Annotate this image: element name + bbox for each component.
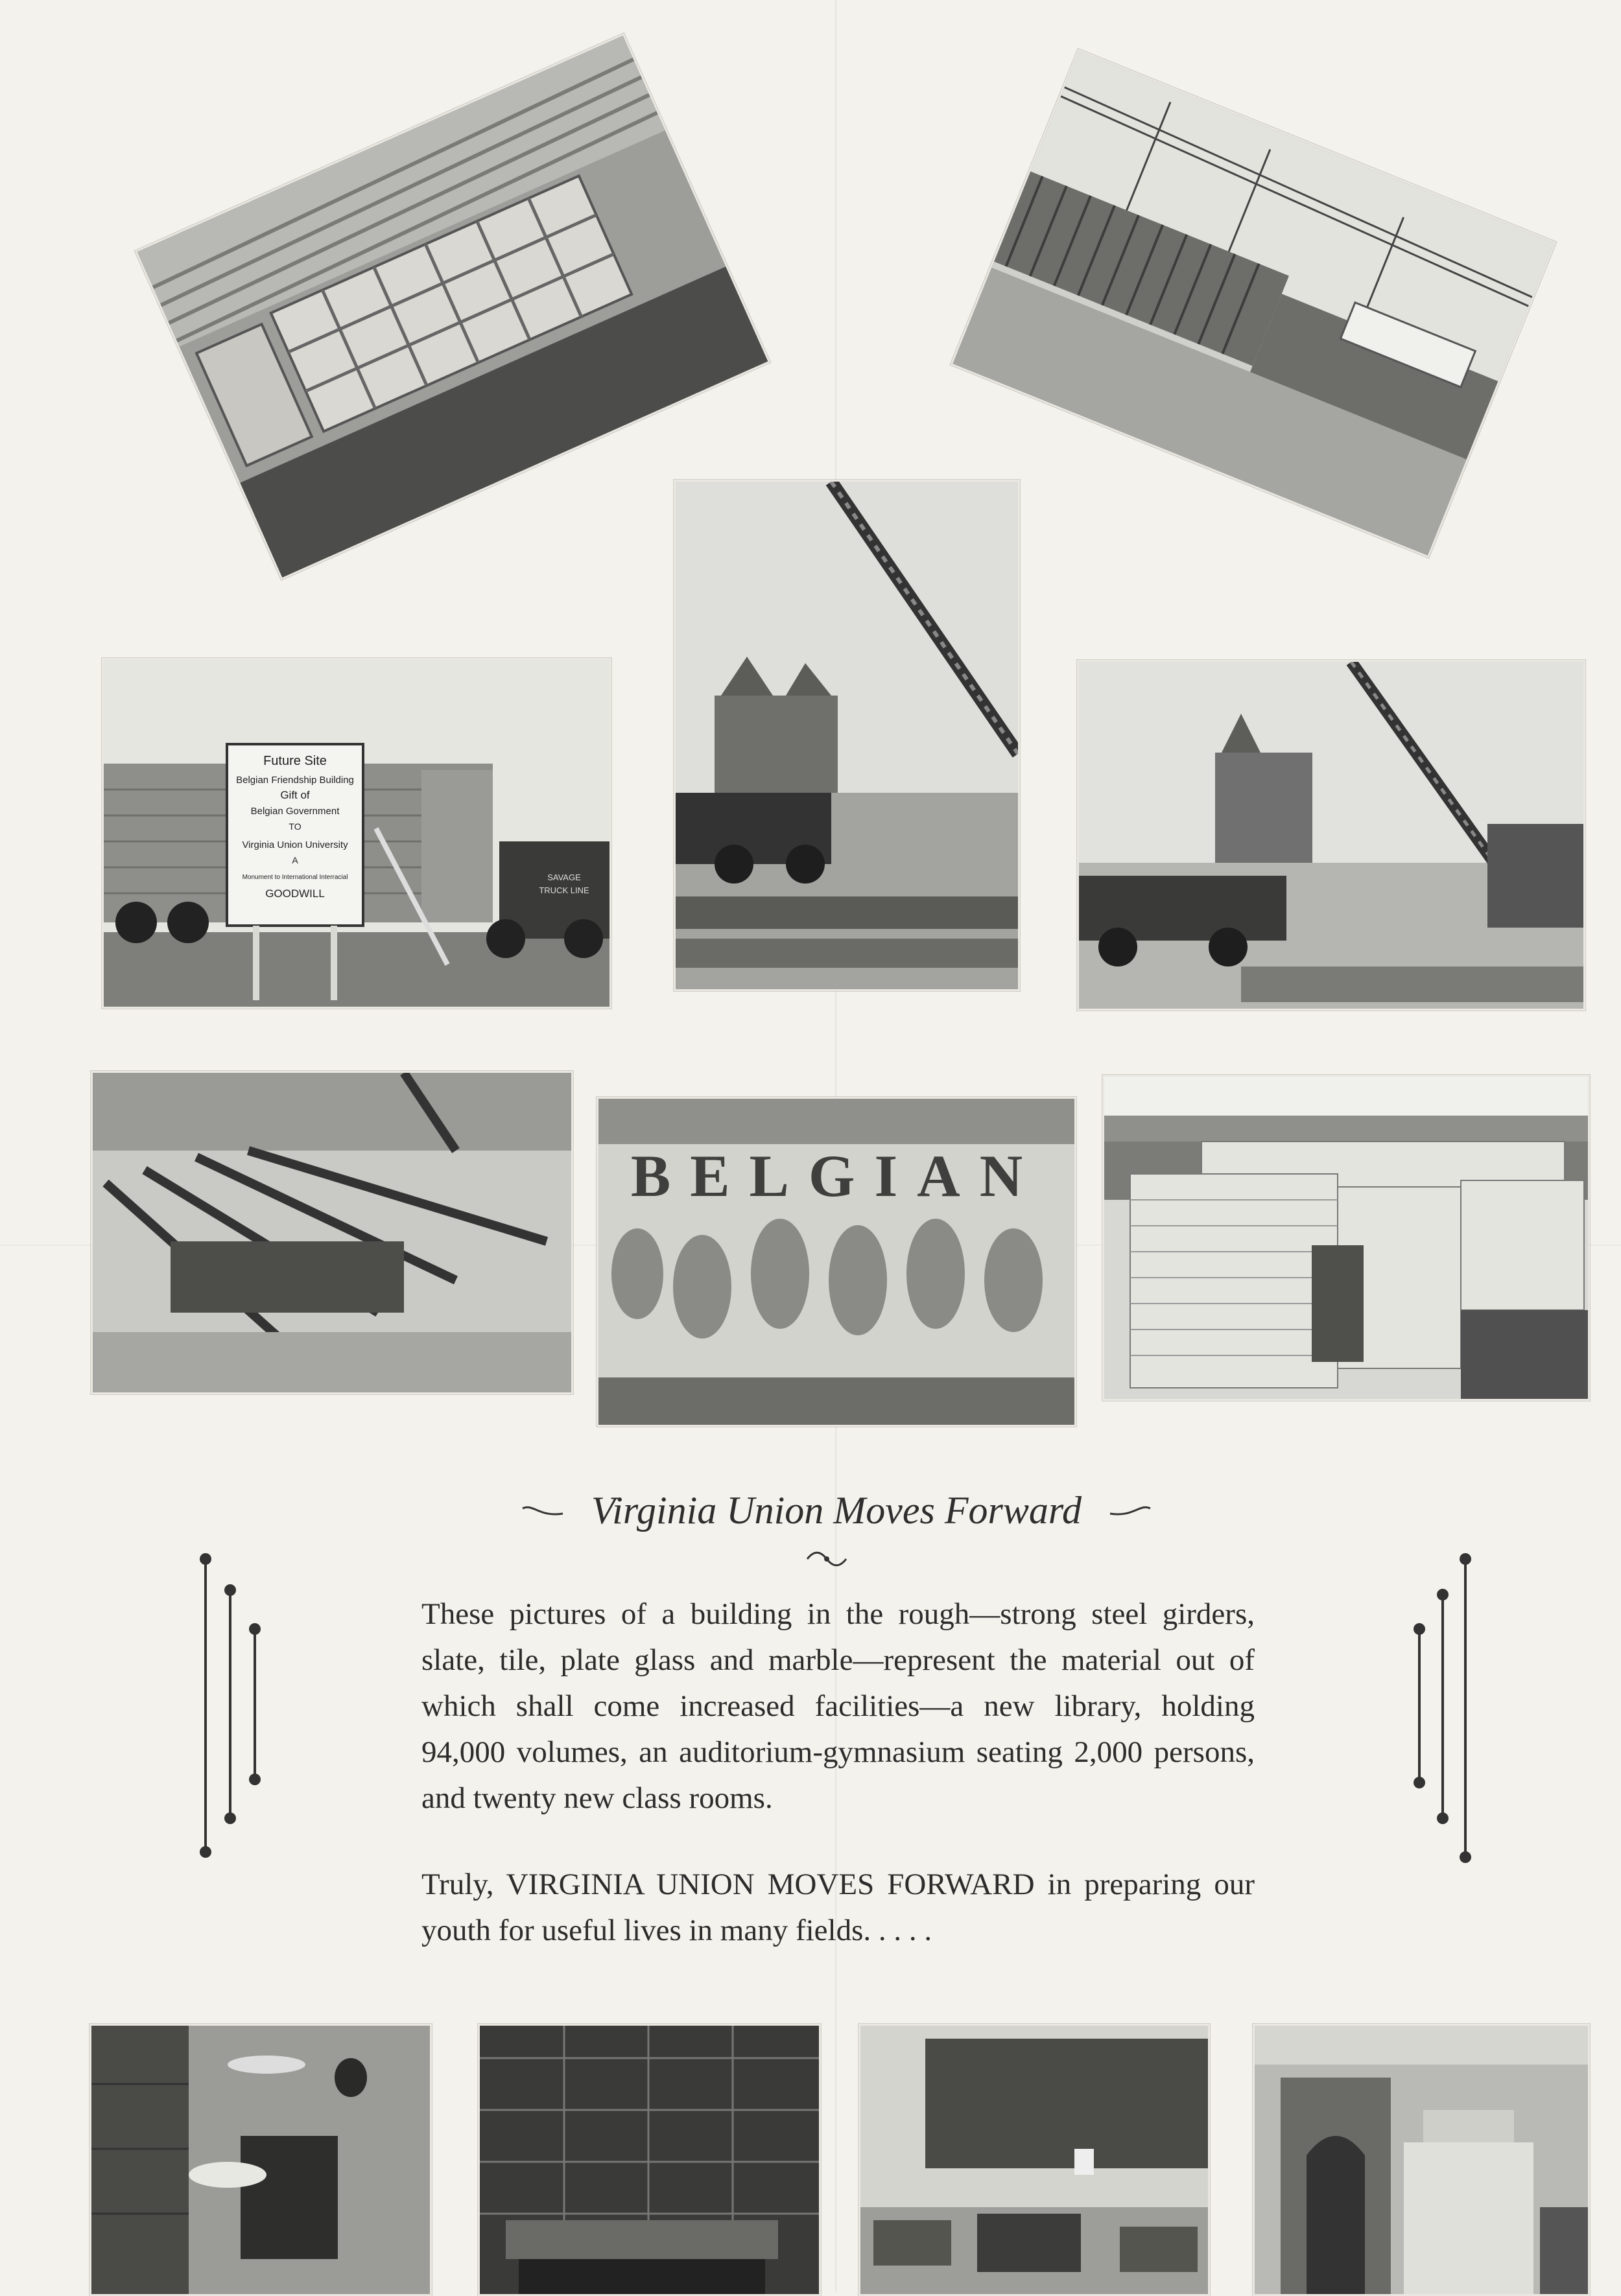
- sign-line-7: A: [292, 855, 298, 865]
- sign-line-4: Belgian Government: [250, 806, 340, 817]
- photo-dental-office: [89, 2024, 432, 2296]
- photo-classroom: [858, 2024, 1210, 2296]
- truck-door-line-1: SAVAGE: [547, 873, 581, 882]
- right-rule-ornament: [1410, 1552, 1482, 1864]
- right-swash-ornament: [1107, 1501, 1153, 1520]
- photo-lumber-stacks: [1102, 1075, 1590, 1401]
- photo-crane-girders: [674, 480, 1020, 991]
- photo-belgian-relief: [597, 1097, 1076, 1427]
- left-swash-ornament: [520, 1501, 565, 1520]
- sign-line-2: Belgian Friendship Building: [236, 775, 354, 786]
- sign-line-8: Monument to International Interracial: [242, 874, 348, 881]
- sign-line-9: GOODWILL: [265, 887, 325, 900]
- heading-row: [454, 1481, 1219, 1540]
- paragraph-conclusion: Truly, VIRGINIA UNION MOVES FORWARD in preparing our youth for useful lives in many fields. . . . .: [421, 1868, 1255, 1947]
- truck-door-line-2: TRUCK LINE: [539, 885, 589, 895]
- photo-lumber-field: [950, 49, 1556, 558]
- photo-chapel: [1253, 2024, 1590, 2296]
- photo-future-site-sign: [102, 658, 611, 1009]
- sign-line-3: Gift of: [280, 789, 310, 801]
- sign-line-6: Virginia Union University: [242, 839, 348, 850]
- photo-crane-truck: [1077, 660, 1585, 1011]
- photo-steel-pile: [91, 1071, 573, 1394]
- sign-line-1: Future Site: [263, 754, 327, 768]
- center-ornament: [804, 1549, 849, 1569]
- photo-library-shelves: [478, 2024, 821, 2296]
- relief-text: BELGIAN: [630, 1143, 1043, 1209]
- left-rule-ornament: [198, 1552, 269, 1864]
- paragraph-description: These pictures of a building in the rough—strong steel girders, slate, tile, plate glass and marble—represent the material out of which shall come increased facilities—a new library, holding 94,000 volumes, an auditorium-gymnasium seating 2,000 persons, and twenty new class rooms.: [421, 1597, 1255, 1815]
- sign-line-5: TO: [289, 821, 302, 832]
- page-title: Virginia Union Moves Forward: [591, 1488, 1082, 1532]
